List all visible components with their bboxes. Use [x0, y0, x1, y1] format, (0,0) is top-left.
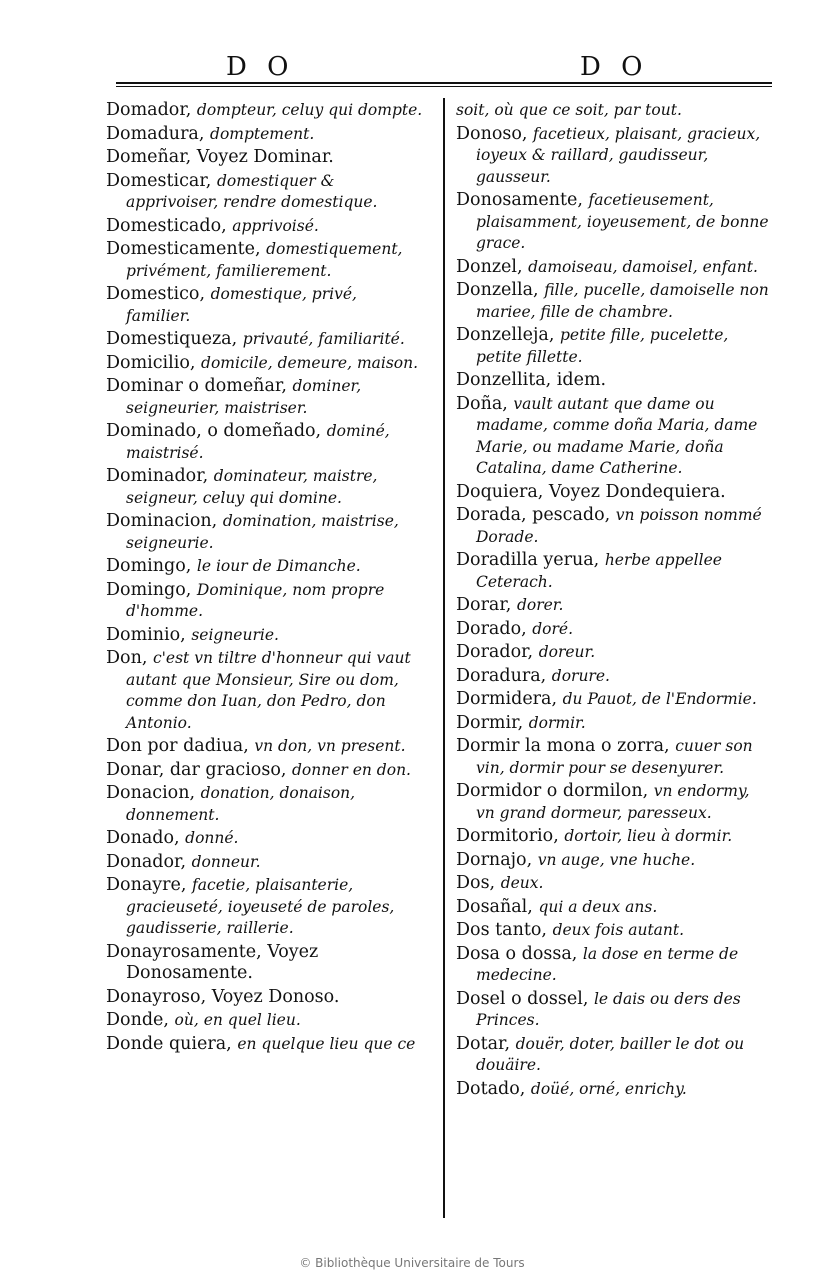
library-credit: © Bibliothèque Universitaire de Tours	[299, 1256, 525, 1270]
entry-definition: facetieusement, plaisamment, ioyeusement, de bonne grace.	[476, 191, 769, 252]
entry-headword: Dorador,	[456, 642, 534, 662]
entry-headword: Dormir la mona o zorra,	[456, 736, 670, 756]
entry-definition: dompteur, celuy qui dompte.	[196, 101, 423, 119]
dictionary-entry	[456, 689, 772, 711]
entry-definition: petite fille, pucelette, petite fillette.	[476, 326, 729, 366]
entry-definition: domestique, privé, familier.	[126, 285, 357, 325]
dictionary-entry	[106, 736, 424, 758]
entry-definition: donner en don.	[292, 760, 411, 779]
dictionary-entry	[456, 124, 772, 189]
dictionary-entry	[456, 897, 772, 919]
dictionary-entry	[106, 852, 424, 874]
entry-definition: privauté, familiarité.	[242, 330, 405, 348]
dictionary-entry	[106, 376, 424, 419]
entry-definition: doreur.	[538, 643, 596, 661]
entry-headword: Domingo,	[106, 556, 192, 576]
entry-definition: doré.	[532, 619, 574, 638]
entry-headword: Domesticamente,	[106, 239, 261, 259]
entry-headword: Dotar,	[456, 1033, 511, 1054]
dictionary-entry	[456, 1079, 772, 1101]
dictionary-entry	[106, 329, 424, 351]
entry-definition: douër, doter, bailler le dot ou douäire.	[476, 1034, 745, 1074]
entry-definition: seigneurie.	[191, 625, 279, 644]
entry-definition: qui a deux ans.	[538, 897, 658, 916]
entry-headword: Dorar,	[456, 595, 512, 615]
right-column	[456, 100, 772, 1102]
header-rule-thin	[116, 86, 772, 87]
entry-headword: Dotado,	[456, 1078, 526, 1099]
dictionary-entry	[106, 100, 424, 122]
entry-definition: soit, où que ce soit, par tout.	[456, 101, 682, 119]
dictionary-entry	[106, 147, 424, 169]
entry-headword: Doradura,	[456, 665, 547, 686]
entry-definition: dorer.	[516, 596, 564, 614]
entry-definition: la dose en terme de medecine.	[476, 944, 739, 984]
entry-headword: Doña,	[456, 393, 508, 414]
entry-headword: Dormidor o dormilon,	[456, 781, 649, 801]
entry-headword: Domestico,	[106, 284, 206, 304]
dictionary-entry	[456, 920, 772, 942]
entry-definition: herbe appellee Ceterach.	[476, 551, 722, 591]
entry-definition: dormir.	[528, 713, 586, 732]
dictionary-entry	[456, 781, 772, 824]
dictionary-entry	[106, 1010, 424, 1032]
dictionary-entry	[106, 556, 424, 578]
dictionary-entry	[106, 828, 424, 850]
entry-definition: fille, pucelle, damoiselle non mariee, fille de chambre.	[476, 281, 769, 321]
dictionary-entry	[456, 850, 772, 872]
entry-definition: dominateur, maistre, seigneur, celuy qui domine.	[126, 467, 378, 507]
dictionary-entry	[456, 1034, 772, 1077]
dictionary-entry	[106, 987, 424, 1009]
entry-definition: vn poisson nommé Dorade.	[476, 506, 762, 546]
entry-definition: domestiquement, privément, familierement.	[126, 240, 403, 280]
entry-headword: Dosañal,	[456, 896, 533, 917]
dictionary-entry	[456, 595, 772, 617]
entry-headword: Domadura,	[106, 123, 205, 144]
entry-headword: Dos tanto,	[456, 920, 547, 940]
entry-headword: Doradilla yerua,	[456, 550, 600, 570]
entry-headword: Dormitorio,	[456, 826, 559, 846]
entry-headword: Donzelleja,	[456, 325, 555, 345]
entry-headword: Donayre,	[106, 875, 187, 895]
dictionary-entry	[456, 736, 772, 779]
dictionary-entry	[456, 826, 772, 848]
entry-definition: domptement.	[210, 124, 315, 143]
entry-headword: Donayroso, Voyez Donoso.	[106, 986, 340, 1007]
entry-headword: Dornajo,	[456, 849, 533, 870]
entry-definition: du Pauot, de l'Endormie.	[562, 690, 757, 708]
dictionary-entry	[456, 873, 772, 895]
header-rule	[116, 82, 772, 84]
entry-headword: Dominar o domeñar,	[106, 376, 287, 396]
entry-definition: donation, donaison, donnement.	[126, 784, 356, 824]
entry-headword: Domeñar, Voyez Dominar.	[106, 147, 334, 167]
dictionary-entry	[106, 466, 424, 509]
entry-headword: Domesticar,	[106, 170, 212, 191]
dictionary-entry	[106, 942, 424, 985]
entry-headword: Donado,	[106, 828, 180, 848]
dictionary-entry	[456, 257, 772, 279]
dictionary-entry	[106, 171, 424, 214]
entry-definition: donné.	[185, 829, 239, 847]
entry-headword: Donzellita, idem.	[456, 370, 607, 390]
entry-headword: Domicilio,	[106, 352, 196, 373]
dictionary-entry	[106, 284, 424, 327]
entry-headword: Dominacion,	[106, 511, 218, 531]
dictionary-entry	[456, 505, 772, 548]
dictionary-entry	[106, 625, 424, 647]
entry-definition: où, en quel lieu.	[174, 1011, 301, 1029]
entry-headword: Dos,	[456, 873, 496, 893]
entry-definition: domination, maistrise, seigneurie.	[126, 512, 399, 552]
dictionary-entry	[456, 944, 772, 987]
entry-definition: apprivoisé.	[232, 216, 319, 235]
entry-definition: dominer, seigneurier, maistriser.	[126, 377, 362, 417]
entry-definition: dominé, maistrisé.	[126, 422, 390, 462]
column-divider	[443, 98, 445, 1218]
entry-headword: Donayrosamente, Voyez Donosamente.	[106, 941, 319, 983]
left-column	[106, 100, 424, 1057]
dictionary-entry	[106, 421, 424, 464]
entry-headword: Dominador,	[106, 466, 209, 486]
dictionary-entry	[456, 280, 772, 323]
dictionary-entry	[106, 239, 424, 282]
entry-definition: domestiquer & apprivoiser, rendre domestique.	[126, 171, 378, 211]
entry-headword: Doquiera, Voyez Dondequiera.	[456, 481, 726, 502]
entry-definition: dorure.	[551, 666, 610, 685]
dictionary-entry	[456, 619, 772, 641]
entry-headword: Donzella,	[456, 280, 539, 300]
dictionary-entry	[106, 216, 424, 238]
entry-definition: domicile, demeure, maison.	[201, 353, 419, 372]
dictionary-entry	[106, 875, 424, 940]
dictionary-entry	[456, 482, 772, 504]
entry-definition: vn endormy, vn grand dormeur, paresseux.	[476, 782, 750, 822]
dictionary-entry	[456, 989, 772, 1032]
dictionary-entry	[106, 1034, 424, 1056]
entry-headword: Domesticado,	[106, 215, 227, 236]
entry-headword: Donacion,	[106, 783, 196, 803]
entry-headword: Donde,	[106, 1010, 169, 1030]
entry-definition: cuuer son vin, dormir pour se desenyurer.	[476, 737, 753, 777]
entry-definition: damoiseau, damoisel, enfant.	[528, 257, 758, 276]
dictionary-entry	[456, 190, 772, 255]
entry-headword: Dormidera,	[456, 689, 558, 709]
entry-definition: deux.	[500, 874, 544, 892]
entry-headword: Donzel,	[456, 256, 523, 277]
running-header-right: D O	[580, 52, 649, 82]
dictionary-entry	[456, 325, 772, 368]
entry-headword: Donosamente,	[456, 190, 583, 210]
entry-headword: Donar, dar gracioso,	[106, 759, 287, 780]
entry-headword: Dormir,	[456, 712, 524, 733]
entry-headword: Domestiqueza,	[106, 329, 238, 349]
entry-headword: Dominio,	[106, 624, 186, 645]
entry-definition: le dais ou ders des Princes.	[476, 989, 741, 1029]
entry-headword: Dominado, o domeñado,	[106, 421, 322, 441]
dictionary-entry	[456, 666, 772, 688]
dictionary-entry	[456, 394, 772, 480]
running-header-left: D O	[226, 52, 295, 82]
entry-definition: en quelque lieu que ce	[237, 1034, 416, 1053]
entry-headword: Dosel o dossel,	[456, 988, 589, 1009]
entry-headword: Domingo,	[106, 579, 192, 600]
entry-headword: Donador,	[106, 851, 187, 872]
entry-definition: facetieux, plaisant, gracieux, ioyeux & raillard, gaudisseur, gausseur.	[476, 124, 761, 186]
dictionary-entry	[106, 760, 424, 782]
dictionary-entry	[456, 100, 772, 122]
entry-definition: vault autant que dame ou madame, comme doña Maria, dame Marie, ou madame Marie, doña Catalina, dame Catherine.	[476, 394, 758, 477]
entry-definition: vn don, vn present.	[254, 737, 406, 755]
entry-definition: c'est vn tiltre d'honneur qui vaut autant que Monsieur, Sire ou dom, comme don Iuan, don Pedro, don Antonio.	[126, 649, 411, 732]
dictionary-entry	[106, 353, 424, 375]
entry-definition: vn auge, vne huche.	[537, 850, 696, 869]
entry-definition: deux fois autant.	[552, 921, 685, 939]
entry-definition: dortoir, lieu à dormir.	[564, 827, 733, 845]
entry-definition: Dominique, nom propre d'homme.	[126, 580, 385, 620]
dictionary-entry	[106, 124, 424, 146]
entry-definition: donneur.	[191, 852, 261, 871]
entry-headword: Domador,	[106, 100, 192, 120]
entry-definition: facetie, plaisanterie, gracieuseté, ioyeuseté de paroles, gaudisserie, raillerie.	[126, 876, 395, 937]
entry-headword: Donde quiera,	[106, 1033, 232, 1054]
entry-headword: Dorado,	[456, 618, 527, 639]
entry-headword: Dosa o dossa,	[456, 943, 578, 964]
entry-headword: Don por dadiua,	[106, 736, 249, 756]
entry-headword: Donoso,	[456, 123, 528, 144]
dictionary-entry	[456, 713, 772, 735]
entry-headword: Don,	[106, 648, 148, 668]
dictionary-entry	[106, 648, 424, 734]
dictionary-entry	[106, 511, 424, 554]
dictionary-entry	[106, 783, 424, 826]
entry-headword: Dorada, pescado,	[456, 505, 611, 525]
dictionary-entry	[106, 580, 424, 623]
dictionary-entry	[456, 370, 772, 392]
entry-definition: doüé, orné, enrichy.	[530, 1079, 687, 1098]
dictionary-entry	[456, 642, 772, 664]
dictionary-entry	[456, 550, 772, 593]
entry-definition: le iour de Dimanche.	[196, 557, 361, 575]
